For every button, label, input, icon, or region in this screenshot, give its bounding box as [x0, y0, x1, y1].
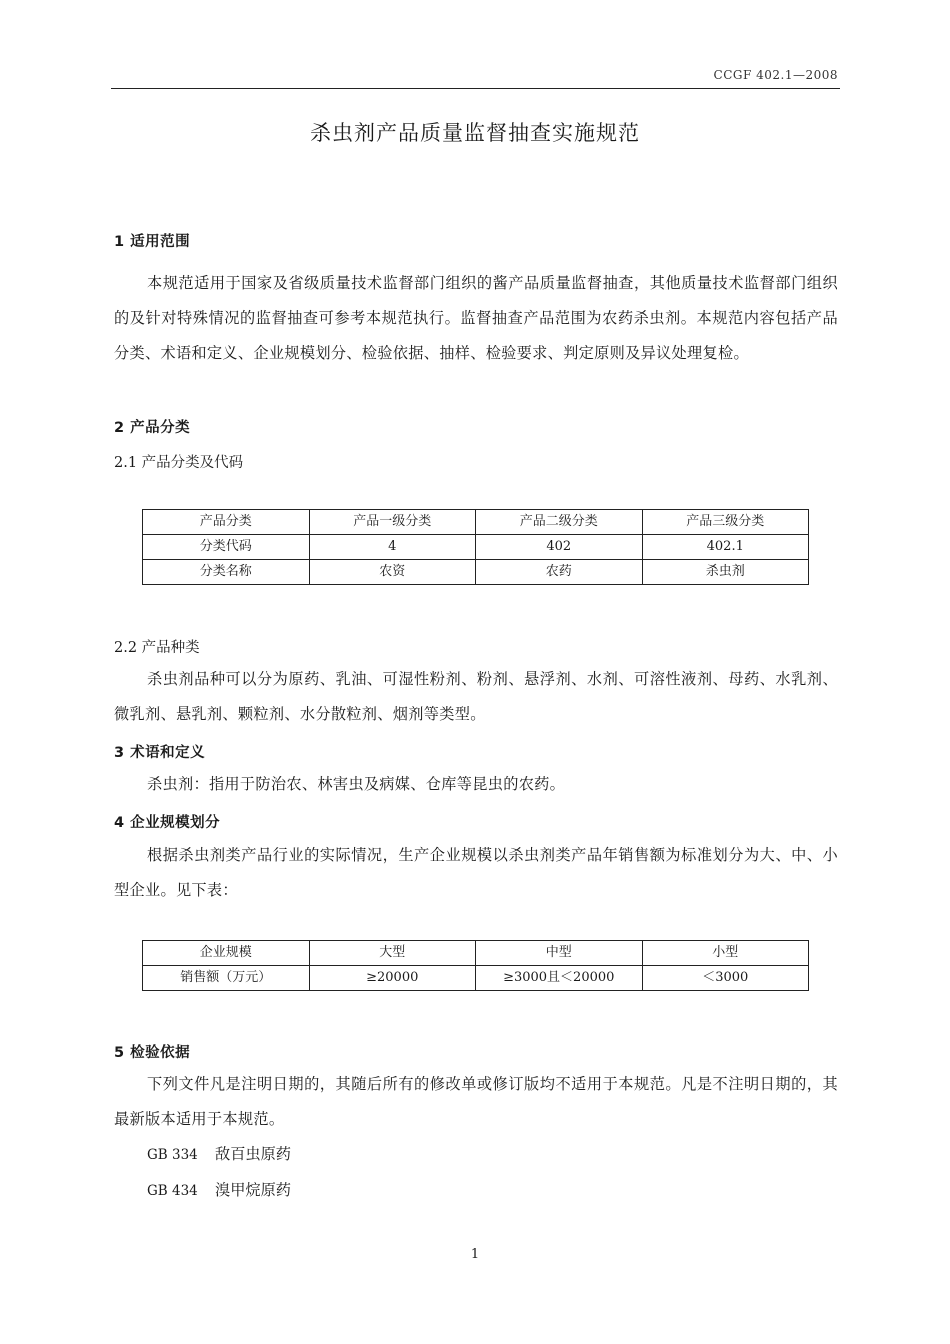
table-cell: ≥20000	[309, 966, 476, 991]
table-cell: 销售额（万元）	[143, 966, 310, 991]
section-3-heading: 3 术语和定义	[114, 745, 206, 761]
table-cell: 农药	[476, 560, 643, 585]
table-cell: ＜3000	[642, 966, 809, 991]
reference-title: 溴甲烷原药	[215, 1181, 291, 1199]
section-3-paragraph: 杀虫剂：指用于防治农、林害虫及病媒、仓库等昆虫的农药。	[147, 775, 566, 793]
table-cell: 产品一级分类	[309, 510, 476, 535]
table-row	[143, 510, 809, 535]
reference-item	[114, 1137, 838, 1173]
table-cell: ≥3000且＜20000	[476, 966, 643, 991]
section-2-2-paragraph: 杀虫剂品种可以分为原药、乳油、可湿性粉剂、粉剂、悬浮剂、水剂、可溶性液剂、母药、水乳剂、微乳剂、悬乳剂、颗粒剂、水分散粒剂、烟剂等类型。	[114, 670, 838, 723]
document-title: 杀虫剂产品质量监督抽查实施规范	[310, 121, 640, 145]
header-rule	[111, 88, 840, 89]
table-row	[143, 560, 809, 585]
table-cell: 分类名称	[143, 560, 310, 585]
table-cell: 分类代码	[143, 535, 310, 560]
table-cell: 产品分类	[143, 510, 310, 535]
table-cell: 中型	[476, 941, 643, 966]
table-row	[143, 966, 809, 991]
reference-code: GB 434	[147, 1183, 198, 1199]
section-2-2-heading: 2.2 产品种类	[114, 640, 200, 656]
table-cell: 产品二级分类	[476, 510, 643, 535]
document-code: CCGF 402.1—2008	[713, 68, 838, 82]
reference-title: 敌百虫原药	[215, 1145, 291, 1163]
table-row	[143, 535, 809, 560]
table-cell: 402.1	[642, 535, 809, 560]
reference-code: GB 334	[147, 1147, 198, 1163]
section-2-1-heading: 2.1 产品分类及代码	[114, 455, 244, 471]
table-cell: 农资	[309, 560, 476, 585]
section-2-heading: 2 产品分类	[114, 420, 191, 436]
section-4-paragraph: 根据杀虫剂类产品行业的实际情况，生产企业规模以杀虫剂类产品年销售额为标准划分为大、中、小型企业。见下表：	[114, 846, 838, 899]
table-cell: 大型	[309, 941, 476, 966]
table-cell: 企业规模	[143, 941, 310, 966]
page-number: 1	[470, 1247, 480, 1262]
table-cell: 杀虫剂	[642, 560, 809, 585]
section-4-heading: 4 企业规模划分	[114, 815, 221, 831]
section-1-heading: 1 适用范围	[114, 234, 191, 250]
section-5-heading: 5 检验依据	[114, 1045, 191, 1061]
section-1-paragraph: 本规范适用于国家及省级质量技术监督部门组织的酱产品质量监督抽查，其他质量技术监督部门组织的及针对特殊情况的监督抽查可参考本规范执行。监督抽查产品范围为农药杀虫剂。本规范内容包括产品分类、术语和定义、企业规模划分、检验依据、抽样、检验要求、判定原则及异议处理复检。	[114, 274, 838, 362]
table-cell: 4	[309, 535, 476, 560]
section-5-paragraph: 下列文件凡是注明日期的，其随后所有的修改单或修订版均不适用于本规范。凡是不注明日期的，其最新版本适用于本规范。	[114, 1075, 838, 1128]
table-row	[143, 941, 809, 966]
table-cell: 产品三级分类	[642, 510, 809, 535]
table-cell: 402	[476, 535, 643, 560]
enterprise-scale-table	[142, 940, 809, 991]
product-classification-table	[142, 509, 809, 585]
reference-list	[114, 1137, 838, 1209]
table-cell: 小型	[642, 941, 809, 966]
reference-item	[114, 1173, 838, 1209]
